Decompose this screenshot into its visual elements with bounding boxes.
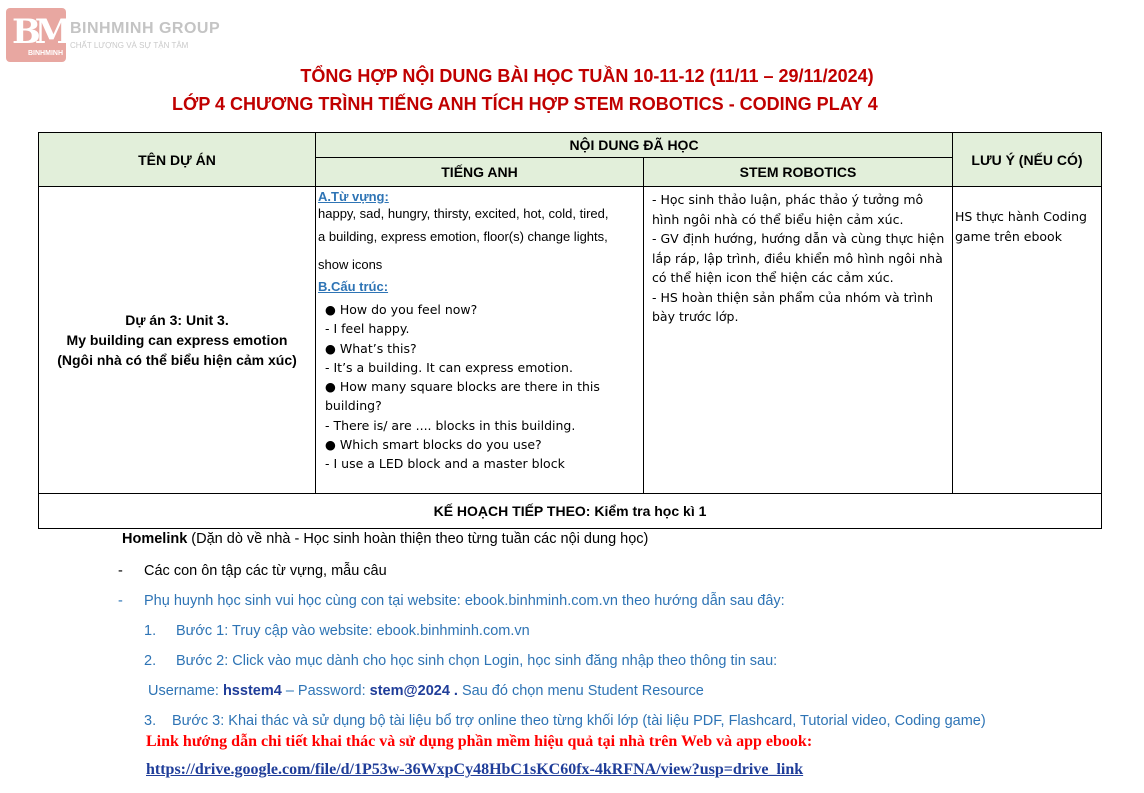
homelink-item-2 (118, 593, 785, 609)
project-unit-title: My building can express emotion (66, 332, 288, 348)
stem-item: - GV định hướng, hướng dẫn và cùng thực hiện lắp ráp, lập trình, điều khiển mô hình ngôi nhà có thể hiện icon thể hiện các cảm xúc. (652, 231, 945, 285)
homelink-line (122, 531, 648, 547)
logo-mini-text: BINHMINH (28, 50, 63, 57)
step-number: 3. (144, 713, 157, 729)
brand-name: BINHMINH GROUP (70, 20, 221, 37)
step-text: Bước 1: Truy cập vào website: ebook.binhminh.com.vn (176, 623, 530, 639)
structure-item: - I feel happy. (325, 321, 410, 337)
homelink-item-1 (118, 563, 387, 579)
header-stem: STEM ROBOTICS (644, 158, 953, 187)
username-label: Username: (148, 683, 223, 699)
item-text: Phụ huynh học sinh vui học cùng con tại website: ebook.binhminh.com.vn theo hướng dẫn sau đây: (144, 593, 785, 609)
structure-list (318, 300, 641, 474)
structure-item: - I use a LED block and a master block (325, 456, 565, 472)
login-info (148, 683, 704, 699)
structure-heading: B.Cấu trúc: (318, 279, 389, 294)
project-vn-title: (Ngôi nhà có thể biểu hiện cảm xúc) (57, 352, 297, 368)
vocab-heading: A.Từ vựng: (318, 189, 389, 204)
after-login-text: Sau đó chọn menu Student Resource (457, 683, 704, 699)
step-number: 2. (144, 653, 157, 669)
next-plan-row: KẾ HOẠCH TIẾP THEO: Kiểm tra học kì 1 (39, 494, 1102, 529)
structure-item: ● What’s this? (325, 340, 417, 356)
step-3 (144, 713, 986, 729)
structure-item: - There is/ are .... blocks in this building. (325, 417, 576, 433)
stem-item: - HS hoàn thiện sản phẩm của nhóm và trình bày trước lớp. (652, 289, 933, 324)
item-text: Các con ôn tập các từ vựng, mẫu câu (144, 563, 387, 579)
username-value: hsstem4 (222, 683, 282, 699)
header-content: NỘI DUNG ĐÃ HỌC (316, 133, 953, 158)
homelink-desc: (Dặn dò về nhà - Học sinh hoàn thiện theo từng tuần các nội dung học) (187, 531, 649, 547)
lesson-table (38, 132, 1102, 529)
bullet: - (118, 563, 123, 579)
project-name: Dự án 3: Unit 3. (125, 312, 229, 328)
structure-item: ● Which smart blocks do you use? (325, 437, 542, 453)
vocab-line: a building, express emotion, floor(s) change lights, (318, 229, 608, 244)
step-2 (144, 653, 778, 669)
password-label: – Password: (281, 683, 370, 699)
header-note: LƯU Ý (NẾU CÓ) (953, 133, 1102, 187)
brand-slogan: CHẤT LƯỢNG VÀ SỰ TẬN TÂM (70, 41, 189, 50)
homelink-label: Homelink (122, 531, 188, 547)
step-1 (144, 623, 530, 639)
header-english: TIẾNG ANH (316, 158, 644, 187)
structure-item: ● How many square blocks are there in this building? (325, 379, 600, 414)
vocab-line: happy, sad, hungry, thirsty, excited, hot, cold, tired, (318, 206, 609, 221)
step-text: Bước 3: Khai thác và sử dụng bộ tài liệu bổ trợ online theo từng khối lớp (tài liệu PDF, Flashcard, Tutorial video, Coding game) (172, 713, 986, 729)
structure-item: ● How do you feel now? (325, 302, 478, 317)
guide-link[interactable]: https://drive.google.com/file/d/1P53w-36WxpCy48HbC1sKC60fx-4kRFNA/view?usp=drive_link (146, 761, 804, 778)
step-number: 1. (144, 623, 157, 639)
document-title: TỔNG HỢP NỘI DUNG BÀI HỌC TUẦN 10-11-12 (11/11 – 29/11/2024) (300, 66, 874, 86)
stem-content-cell (644, 187, 953, 494)
password-value: stem@2024 . (369, 683, 458, 699)
document-subtitle: LỚP 4 CHƯƠNG TRÌNH TIẾNG ANH TÍCH HỢP STEM ROBOTICS - CODING PLAY 4 (172, 94, 878, 114)
note-cell: HS thực hành Coding game trên ebook (953, 187, 1102, 494)
english-content-cell (316, 187, 644, 494)
guide-text: Link hướng dẫn chi tiết khai thác và sử dụng phần mềm hiệu quả tại nhà trên Web và app ebook: (146, 733, 813, 750)
logo-mark: BM (12, 12, 67, 52)
structure-item: - It’s a building. It can express emotion. (325, 359, 573, 375)
project-cell (39, 187, 316, 494)
bullet: - (118, 593, 123, 609)
step-text: Bước 2: Click vào mục dành cho học sinh chọn Login, học sinh đăng nhập theo thông tin sau: (176, 653, 778, 669)
header-project: TÊN DỰ ÁN (39, 133, 316, 187)
vocab-line: show icons (318, 257, 383, 272)
stem-item: - Học sinh thảo luận, phác thảo ý tưởng mô hình ngôi nhà có thể biểu hiện cảm xúc. (652, 192, 924, 227)
company-logo (6, 8, 66, 62)
